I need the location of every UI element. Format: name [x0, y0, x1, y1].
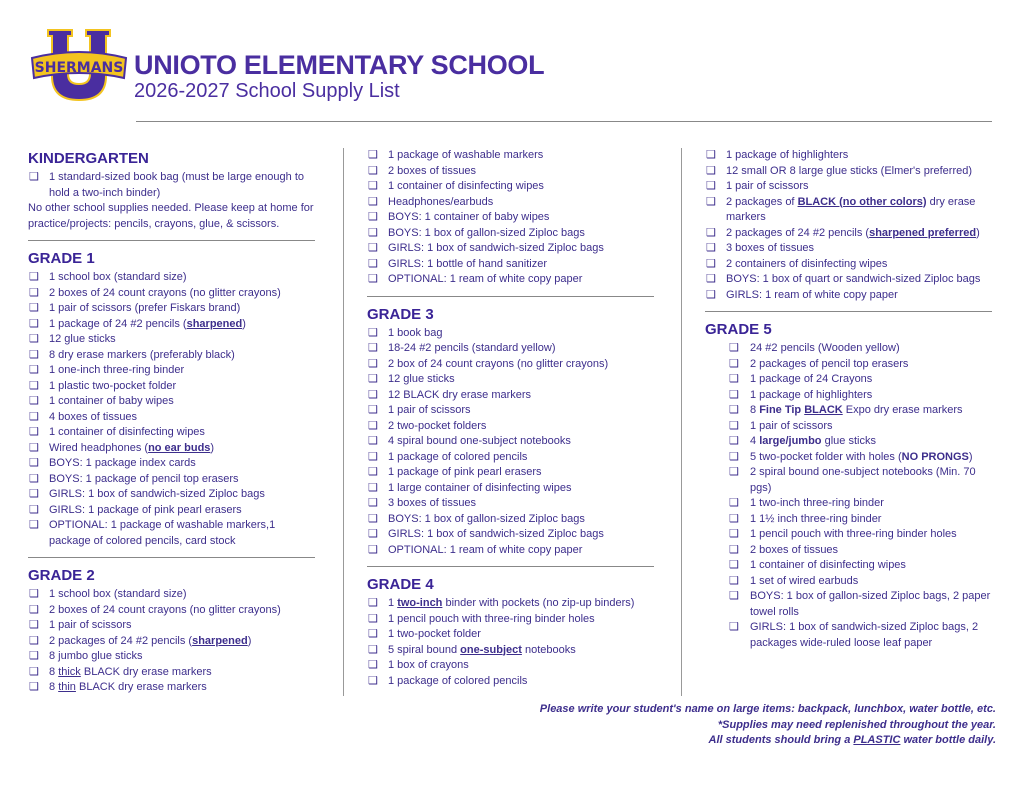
column-divider-1: [343, 148, 344, 696]
checkbox-icon: ❑: [29, 364, 39, 376]
checkbox-icon: ❑: [368, 342, 378, 354]
list-item: ❑ 1 package of 24 #2 pencils (sharpened): [28, 317, 318, 333]
checkbox-icon: ❑: [368, 180, 378, 192]
column-3: [705, 148, 995, 651]
grade1-title: GRADE 1: [28, 250, 95, 267]
checkbox-icon: ❑: [729, 373, 739, 385]
checkbox-icon: ❑: [29, 634, 39, 647]
list-item: ❑ 8 dry erase markers (preferably black): [28, 348, 318, 364]
list-item: ❑ 1 pair of scissors (prefer Fiskars brand): [28, 301, 318, 317]
list-item: ❑ BOYS: 1 box of gallon-sized Ziploc bags: [367, 226, 657, 242]
list-item: ❑ 1 school box (standard size): [28, 587, 318, 603]
list-item: ❑ 1 pencil pouch with three-ring binder holes: [705, 527, 995, 543]
list-item: ❑ 12 BLACK dry erase markers: [367, 388, 657, 404]
list-item: ❑ 2 box of 24 count crayons (no glitter crayons): [367, 357, 657, 373]
checkbox-icon: ❑: [29, 271, 39, 283]
list-item: ❑ 1 two-inch binder with pockets (no zip-up binders): [367, 596, 657, 612]
grade5-section: [705, 321, 995, 651]
list-item: ❑ 1 book bag: [367, 326, 657, 342]
checkbox-icon: ❑: [29, 348, 39, 361]
list-item: ❑ 1 package of colored pencils: [367, 450, 657, 466]
grade3-section: [367, 306, 657, 559]
checkbox-icon: ❑: [729, 388, 739, 401]
checkbox-icon: ❑: [706, 226, 716, 239]
list-item: ❑ 2 boxes of tissues: [367, 164, 657, 180]
checkbox-icon: ❑: [29, 472, 39, 485]
list-item: ❑ 4 spiral bound one-subject notebooks: [367, 434, 657, 450]
checkbox-icon: ❑: [729, 497, 739, 509]
checkbox-icon: ❑: [29, 317, 39, 330]
checkbox-icon: ❑: [729, 466, 739, 478]
list-item: ❑ 1 package of colored pencils: [367, 674, 657, 690]
checkbox-icon: ❑: [29, 681, 39, 693]
checkbox-icon: ❑: [706, 257, 716, 270]
checkbox-icon: ❑: [368, 674, 378, 687]
list-item: ❑ 1 pencil pouch with three-ring binder holes: [367, 612, 657, 628]
checkbox-icon: ❑: [368, 528, 378, 540]
list-item: ❑ 1 two-pocket folder: [367, 627, 657, 643]
list-item: ❑ 1 package of highlighters: [705, 148, 995, 164]
column-2: [367, 148, 657, 689]
checkbox-icon: ❑: [368, 257, 378, 270]
checkbox-icon: ❑: [368, 481, 378, 494]
checkbox-icon: ❑: [29, 333, 39, 345]
checkbox-icon: ❑: [368, 466, 378, 478]
footer-line-2: *Supplies may need replenished throughout the year.: [717, 718, 996, 731]
checkbox-icon: ❑: [368, 597, 378, 609]
checkbox-icon: ❑: [29, 588, 39, 600]
list-item: ❑ 1 pair of scissors: [705, 179, 995, 195]
list-item: ❑ 12 small OR 8 large glue sticks (Elmer's preferred): [705, 164, 995, 180]
list-item: ❑ 1 package of 24 Crayons: [705, 372, 995, 388]
grade5-title: GRADE 5: [705, 321, 772, 338]
list-item: ❑ 2 boxes of 24 count crayons (no glitter crayons): [28, 286, 318, 302]
list-item: ❑ 3 boxes of tissues: [367, 496, 657, 512]
checkbox-icon: ❑: [368, 497, 378, 509]
list-item: ❑ 5 spiral bound one-subject notebooks: [367, 643, 657, 659]
checkbox-icon: ❑: [29, 457, 39, 469]
checkbox-icon: ❑: [706, 242, 716, 254]
list-item: ❑ 1 pair of scissors: [367, 403, 657, 419]
list-item: ❑ BOYS: 1 package of pencil top erasers: [28, 472, 318, 488]
list-item: ❑ Headphones/earbuds: [367, 195, 657, 211]
list-item: ❑ BOYS: 1 box of quart or sandwich-sized Ziploc bags: [705, 272, 995, 288]
checkbox-icon: ❑: [706, 273, 716, 285]
checkbox-icon: ❑: [368, 357, 378, 370]
checkbox-icon: ❑: [368, 211, 378, 223]
checkbox-icon: ❑: [729, 574, 739, 587]
list-item: ❑ 1 two-inch three-ring binder: [705, 496, 995, 512]
list-item: ❑ 4 large/jumbo glue sticks: [705, 434, 995, 450]
list-item: ❑ 1 plastic two-pocket folder: [28, 379, 318, 395]
list-item: ❑ BOYS: 1 package index cards: [28, 456, 318, 472]
grade2-title: GRADE 2: [28, 567, 95, 584]
kindergarten-section: [28, 150, 318, 232]
section-divider: [705, 311, 992, 312]
list-item: ❑ 2 packages of 24 #2 pencils (sharpened preferred): [705, 226, 995, 242]
checkbox-icon: ❑: [729, 342, 739, 354]
checkbox-icon: ❑: [368, 373, 378, 385]
list-item: ❑ 1 box of crayons: [367, 658, 657, 674]
kindergarten-title: KINDERGARTEN: [28, 150, 149, 167]
list-item: ❑ 1 package of highlighters: [705, 388, 995, 404]
footer-line-3: All students should bring a PLASTIC water bottle daily.: [708, 734, 996, 746]
checkbox-icon: ❑: [29, 426, 39, 438]
column-divider-2: [681, 148, 682, 696]
list-item: ❑ BOYS: 1 box of gallon-sized Ziploc bags: [367, 512, 657, 528]
grade2-continued-list: [367, 148, 657, 288]
checkbox-icon: ❑: [29, 171, 39, 183]
checkbox-icon: ❑: [729, 404, 739, 416]
list-item: ❑ 24 #2 pencils (Wooden yellow): [705, 341, 995, 357]
list-item: ❑ OPTIONAL: 1 ream of white copy paper: [367, 272, 657, 288]
list-item: ❑ GIRLS: 1 bottle of hand sanitizer: [367, 257, 657, 273]
section-divider: [28, 557, 315, 558]
checkbox-icon: ❑: [29, 519, 39, 531]
checkbox-icon: ❑: [29, 410, 39, 423]
list-item: ❑ 1 pair of scissors: [705, 419, 995, 435]
checkbox-icon: ❑: [29, 302, 39, 314]
list-item: ❑ GIRLS: 1 ream of white copy paper: [705, 288, 995, 304]
grade4-title: GRADE 4: [367, 576, 434, 593]
section-divider: [28, 240, 315, 241]
checkbox-icon: ❑: [368, 164, 378, 177]
list-item: ❑ 3 boxes of tissues: [705, 241, 995, 257]
list-item: ❑ 2 packages of BLACK (no other colors) dry erase markers: [706, 195, 976, 223]
checkbox-icon: ❑: [368, 388, 378, 401]
list-item: ❑ 5 two-pocket folder with holes (NO PRONGS): [705, 450, 995, 466]
list-item: ❑ 2 packages of pencil top erasers: [705, 357, 995, 373]
checkbox-icon: ❑: [706, 180, 716, 192]
logo-text: SHERMANS: [34, 60, 124, 76]
checkbox-icon: ❑: [368, 512, 378, 525]
list-item: ❑ 2 boxes of tissues: [705, 543, 995, 559]
grade4-section: [367, 576, 657, 689]
checkbox-icon: ❑: [706, 164, 716, 177]
sherman-u-logo-icon: [30, 28, 128, 106]
list-item: ❑ 12 glue sticks: [367, 372, 657, 388]
section-divider: [367, 566, 654, 567]
checkbox-icon: ❑: [729, 450, 739, 463]
checkbox-icon: ❑: [368, 450, 378, 463]
checkbox-icon: ❑: [729, 559, 739, 571]
checkbox-icon: ❑: [29, 619, 39, 631]
list-item: ❑ 8 jumbo glue sticks: [28, 649, 318, 665]
list-item: ❑ 1 container of disinfecting wipes: [28, 425, 318, 441]
checkbox-icon: ❑: [706, 288, 716, 301]
list-item: ❑ GIRLS: 1 box of sandwich-sized Ziploc bags: [367, 527, 657, 543]
list-item: ❑ BOYS: 1 box of gallon-sized Ziploc bags, 2 paper towel rolls: [729, 590, 991, 618]
school-logo: [30, 28, 128, 106]
list-item: ❑ 1 1½ inch three-ring binder: [705, 512, 995, 528]
checkbox-icon: ❑: [706, 149, 716, 161]
footer-line-1: Please write your student's name on large items: backpack, lunchbox, water bottle, etc.: [539, 703, 996, 715]
list-item: ❑ 1 container of baby wipes: [28, 394, 318, 410]
checkbox-icon: ❑: [729, 590, 739, 602]
list-item: ❑ 2 two-pocket folders: [367, 419, 657, 435]
school-name: UNIOTO ELEMENTARY SCHOOL: [134, 50, 545, 80]
list-item: ❑ 4 boxes of tissues: [28, 410, 318, 426]
page-subtitle: 2026-2027 School Supply List: [134, 80, 400, 102]
list-item: ❑ 2 spiral bound one-subject notebooks (Min. 70 pgs): [729, 466, 976, 494]
checkbox-icon: ❑: [29, 650, 39, 662]
checkbox-icon: ❑: [29, 488, 39, 500]
checkbox-icon: ❑: [368, 659, 378, 671]
list-item: ❑ 1 pair of scissors: [28, 618, 318, 634]
list-item: ❑ GIRLS: 1 box of sandwich-sized Ziploc bags: [28, 487, 318, 503]
list-item: ❑ 1 school box (standard size): [28, 270, 318, 286]
list-item: ❑ 1 set of wired earbuds: [705, 574, 995, 590]
list-item: ❑ 2 containers of disinfecting wipes: [705, 257, 995, 273]
list-item: ❑ OPTIONAL: 1 package of washable markers,1 package of colored pencils, card stock: [29, 519, 276, 547]
kindergarten-note: No other school supplies needed. Please keep at home for practice/projects: pencils, crayons, glue, & scissors.: [28, 202, 314, 230]
list-item: ❑ OPTIONAL: 1 ream of white copy paper: [367, 543, 657, 559]
header-divider: [136, 121, 992, 122]
checkbox-icon: ❑: [29, 395, 39, 407]
list-item: ❑ 1 one-inch three-ring binder: [28, 363, 318, 379]
footer-notes: [540, 702, 996, 749]
list-item: ❑ BOYS: 1 container of baby wipes: [367, 210, 657, 226]
list-item: ❑ 1 standard-sized book bag (must be large enough to hold a two-inch binder): [29, 171, 304, 199]
list-item: ❑ 8 Fine Tip BLACK Expo dry erase markers: [705, 403, 995, 419]
checkbox-icon: ❑: [368, 419, 378, 432]
grade1-section: [28, 250, 318, 549]
list-item: ❑ 8 thick BLACK dry erase markers: [28, 665, 318, 681]
grade3-title: GRADE 3: [367, 305, 434, 323]
checkbox-icon: ❑: [368, 643, 378, 656]
checkbox-icon: ❑: [29, 379, 39, 392]
checkbox-icon: ❑: [29, 441, 39, 454]
checkbox-icon: ❑: [729, 419, 739, 432]
checkbox-icon: ❑: [368, 149, 378, 161]
list-item: ❑ GIRLS: 1 box of sandwich-sized Ziploc bags, 2 packages wide-ruled loose leaf paper: [729, 621, 979, 649]
checkbox-icon: ❑: [368, 435, 378, 447]
column-1: [28, 148, 318, 696]
list-item: ❑ 2 packages of 24 #2 pencils (sharpened): [28, 634, 318, 650]
checkbox-icon: ❑: [729, 528, 739, 540]
checkbox-icon: ❑: [368, 195, 378, 208]
checkbox-icon: ❑: [729, 435, 739, 447]
checkbox-icon: ❑: [368, 242, 378, 254]
checkbox-icon: ❑: [368, 628, 378, 640]
list-item: ❑ 2 boxes of 24 count crayons (no glitter crayons): [28, 603, 318, 619]
checkbox-icon: ❑: [29, 286, 39, 299]
list-item: ❑ Wired headphones (no ear buds): [28, 441, 318, 457]
grade4-continued-list: [705, 148, 995, 303]
checkbox-icon: ❑: [29, 603, 39, 616]
checkbox-icon: ❑: [368, 543, 378, 556]
list-item: ❑ GIRLS: 1 box of sandwich-sized Ziploc bags: [367, 241, 657, 257]
list-item: ❑ 1 package of washable markers: [367, 148, 657, 164]
section-divider: [367, 296, 654, 297]
checkbox-icon: ❑: [729, 357, 739, 370]
checkbox-icon: ❑: [368, 612, 378, 625]
checkbox-icon: ❑: [368, 226, 378, 239]
grade2-section: [28, 567, 318, 696]
checkbox-icon: ❑: [368, 326, 378, 339]
list-item: ❑ 1 container of disinfecting wipes: [367, 179, 657, 195]
checkbox-icon: ❑: [706, 195, 716, 208]
checkbox-icon: ❑: [29, 503, 39, 516]
list-item: ❑ 1 large container of disinfecting wipes: [367, 481, 657, 497]
checkbox-icon: ❑: [368, 404, 378, 416]
list-item: ❑ 12 glue sticks: [28, 332, 318, 348]
checkbox-icon: ❑: [368, 273, 378, 285]
list-item: ❑ 1 container of disinfecting wipes: [705, 558, 995, 574]
checkbox-icon: ❑: [29, 665, 39, 678]
list-item: ❑ 18-24 #2 pencils (standard yellow): [367, 341, 657, 357]
checkbox-icon: ❑: [729, 543, 739, 556]
list-item: ❑ 8 thin BLACK dry erase markers: [28, 680, 318, 696]
list-item: ❑ GIRLS: 1 package of pink pearl erasers: [28, 503, 318, 519]
checkbox-icon: ❑: [729, 621, 739, 633]
list-item: ❑ 1 package of pink pearl erasers: [367, 465, 657, 481]
checkbox-icon: ❑: [729, 512, 739, 525]
